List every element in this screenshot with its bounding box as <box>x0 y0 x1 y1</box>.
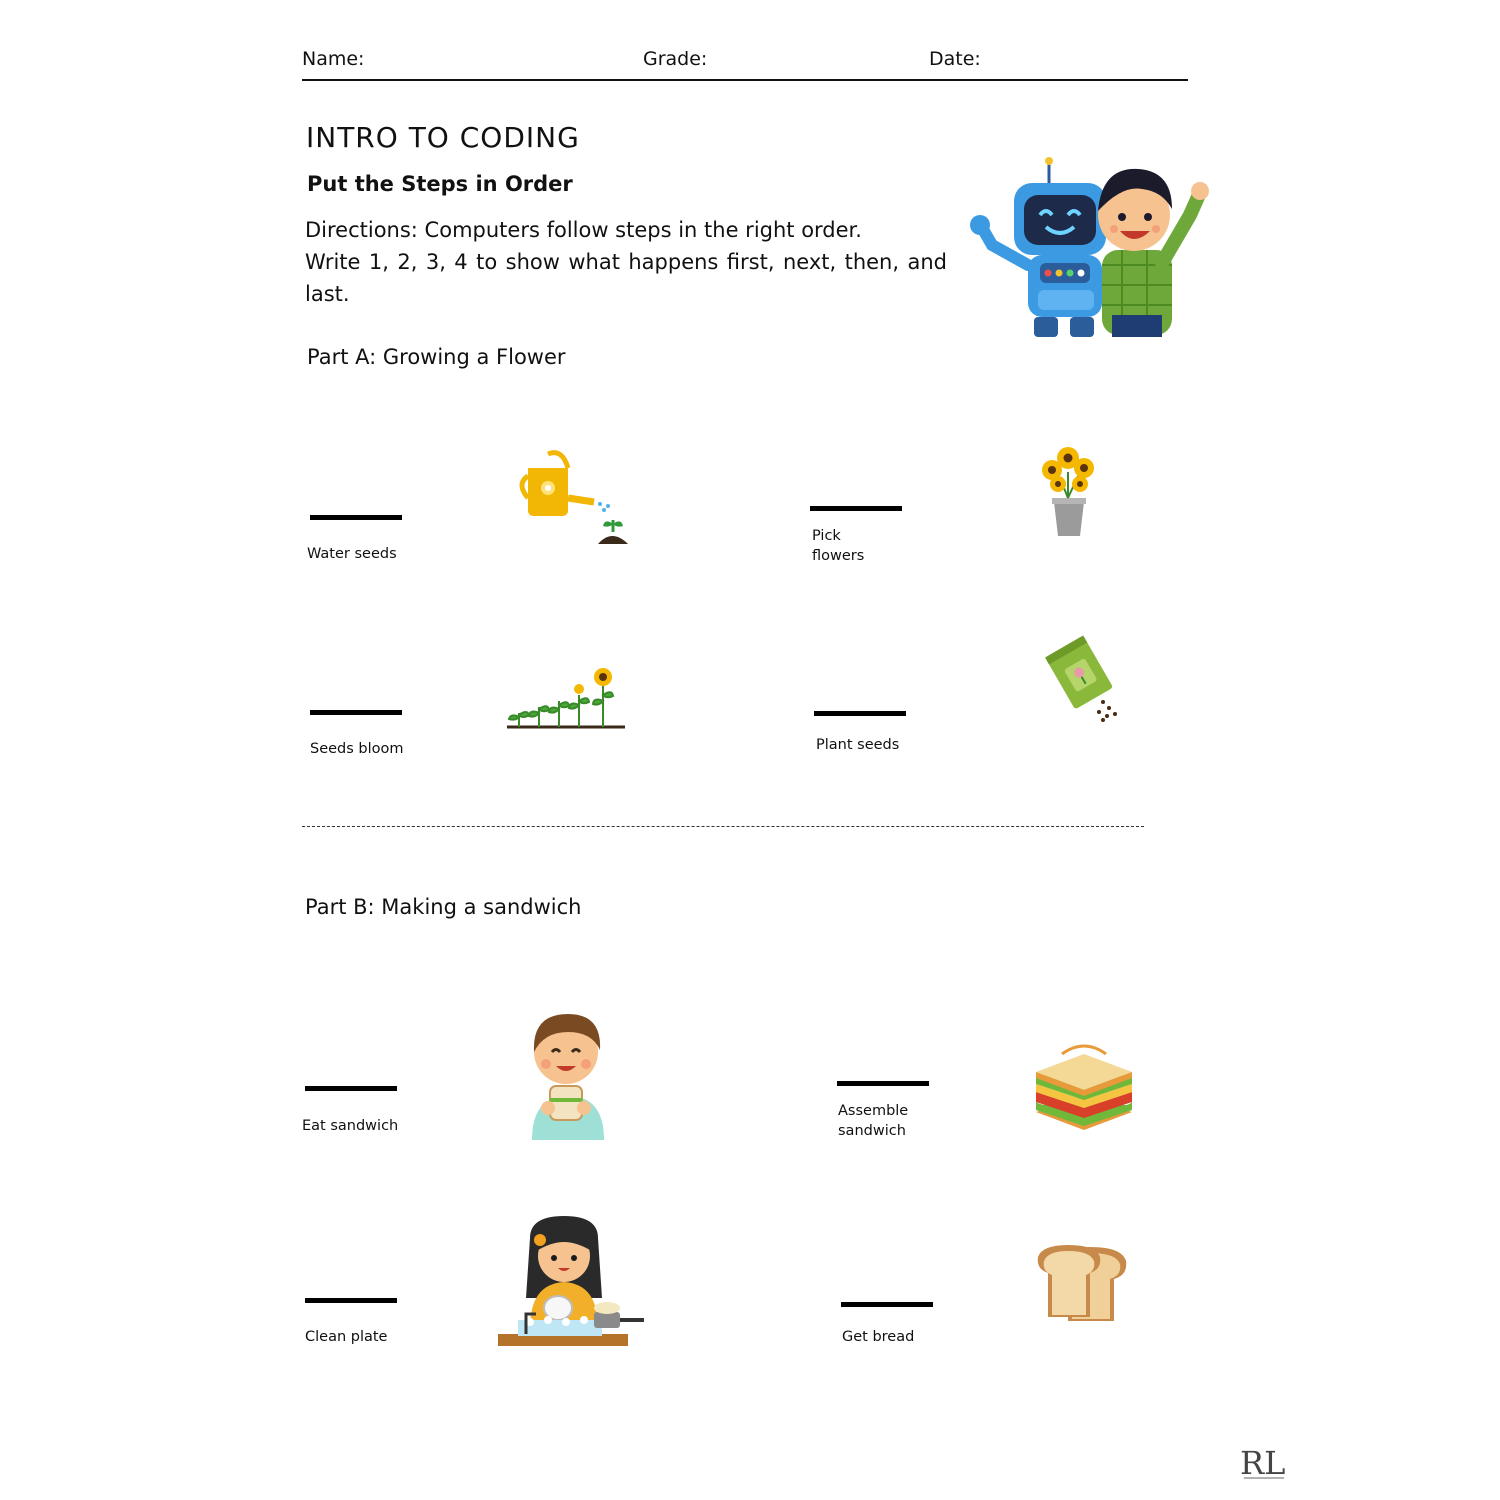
answer-blank-assemble-sandwich[interactable] <box>837 1081 929 1086</box>
watering-can-icon <box>518 448 633 548</box>
name-label: Name: <box>302 48 365 70</box>
step-label-pick-flowers-line-2: flowers <box>812 548 865 564</box>
answer-blank-clean-plate[interactable] <box>305 1298 397 1303</box>
answer-blank-seeds-bloom[interactable] <box>310 710 402 715</box>
girl-washing-dishes-icon <box>496 1216 646 1351</box>
part-b-heading: Part B: Making a sandwich <box>305 895 582 919</box>
section-divider <box>302 826 1144 827</box>
step-label-pick-flowers <box>812 526 864 566</box>
step-label-plant-seeds: Plant seeds <box>816 737 900 753</box>
bread-icon <box>1038 1245 1133 1325</box>
answer-blank-eat-sandwich[interactable] <box>305 1086 397 1091</box>
step-label-seeds-bloom: Seeds bloom <box>310 741 404 757</box>
step-label-get-bread: Get bread <box>842 1329 915 1345</box>
svg-text:RL: RL <box>1240 1444 1286 1482</box>
sprouts-icon <box>505 665 630 735</box>
step-label-assemble-sandwich <box>838 1101 908 1141</box>
step-label-assemble-sandwich-line-1: Assemble <box>838 1103 909 1119</box>
seed-packet-icon <box>1045 632 1125 724</box>
grade-label: Grade: <box>643 48 708 70</box>
answer-blank-pick-flowers[interactable] <box>810 506 902 511</box>
boy-eating-icon <box>526 1012 608 1140</box>
date-label: Date: <box>929 48 981 70</box>
worksheet-title: INTRO TO CODING <box>306 121 580 154</box>
directions-line-2: Write 1, 2, 3, 4 to show what happens first, next, then, and <box>305 250 947 274</box>
sunflower-pot-icon <box>1036 440 1101 540</box>
part-a-heading: Part A: Growing a Flower <box>307 345 566 369</box>
step-label-assemble-sandwich-line-2: sandwich <box>838 1123 906 1139</box>
answer-blank-water-seeds[interactable] <box>310 515 402 520</box>
sandwich-icon <box>1032 1040 1136 1132</box>
robot-and-boy-icon <box>962 155 1222 340</box>
step-label-eat-sandwich: Eat sandwich <box>302 1118 399 1134</box>
step-label-clean-plate: Clean plate <box>305 1329 388 1345</box>
step-label-water-seeds: Water seeds <box>307 546 397 562</box>
directions-text <box>305 214 947 310</box>
rl-logo <box>1238 1442 1288 1482</box>
answer-blank-plant-seeds[interactable] <box>814 711 906 716</box>
step-label-pick-flowers-line-1: Pick <box>812 528 841 544</box>
directions-line-3: last. <box>305 282 350 306</box>
directions-line-1: Directions: Computers follow steps in the right order. <box>305 218 862 242</box>
answer-blank-get-bread[interactable] <box>841 1302 933 1307</box>
header-underline <box>302 79 1188 81</box>
worksheet-subtitle: Put the Steps in Order <box>307 172 573 196</box>
